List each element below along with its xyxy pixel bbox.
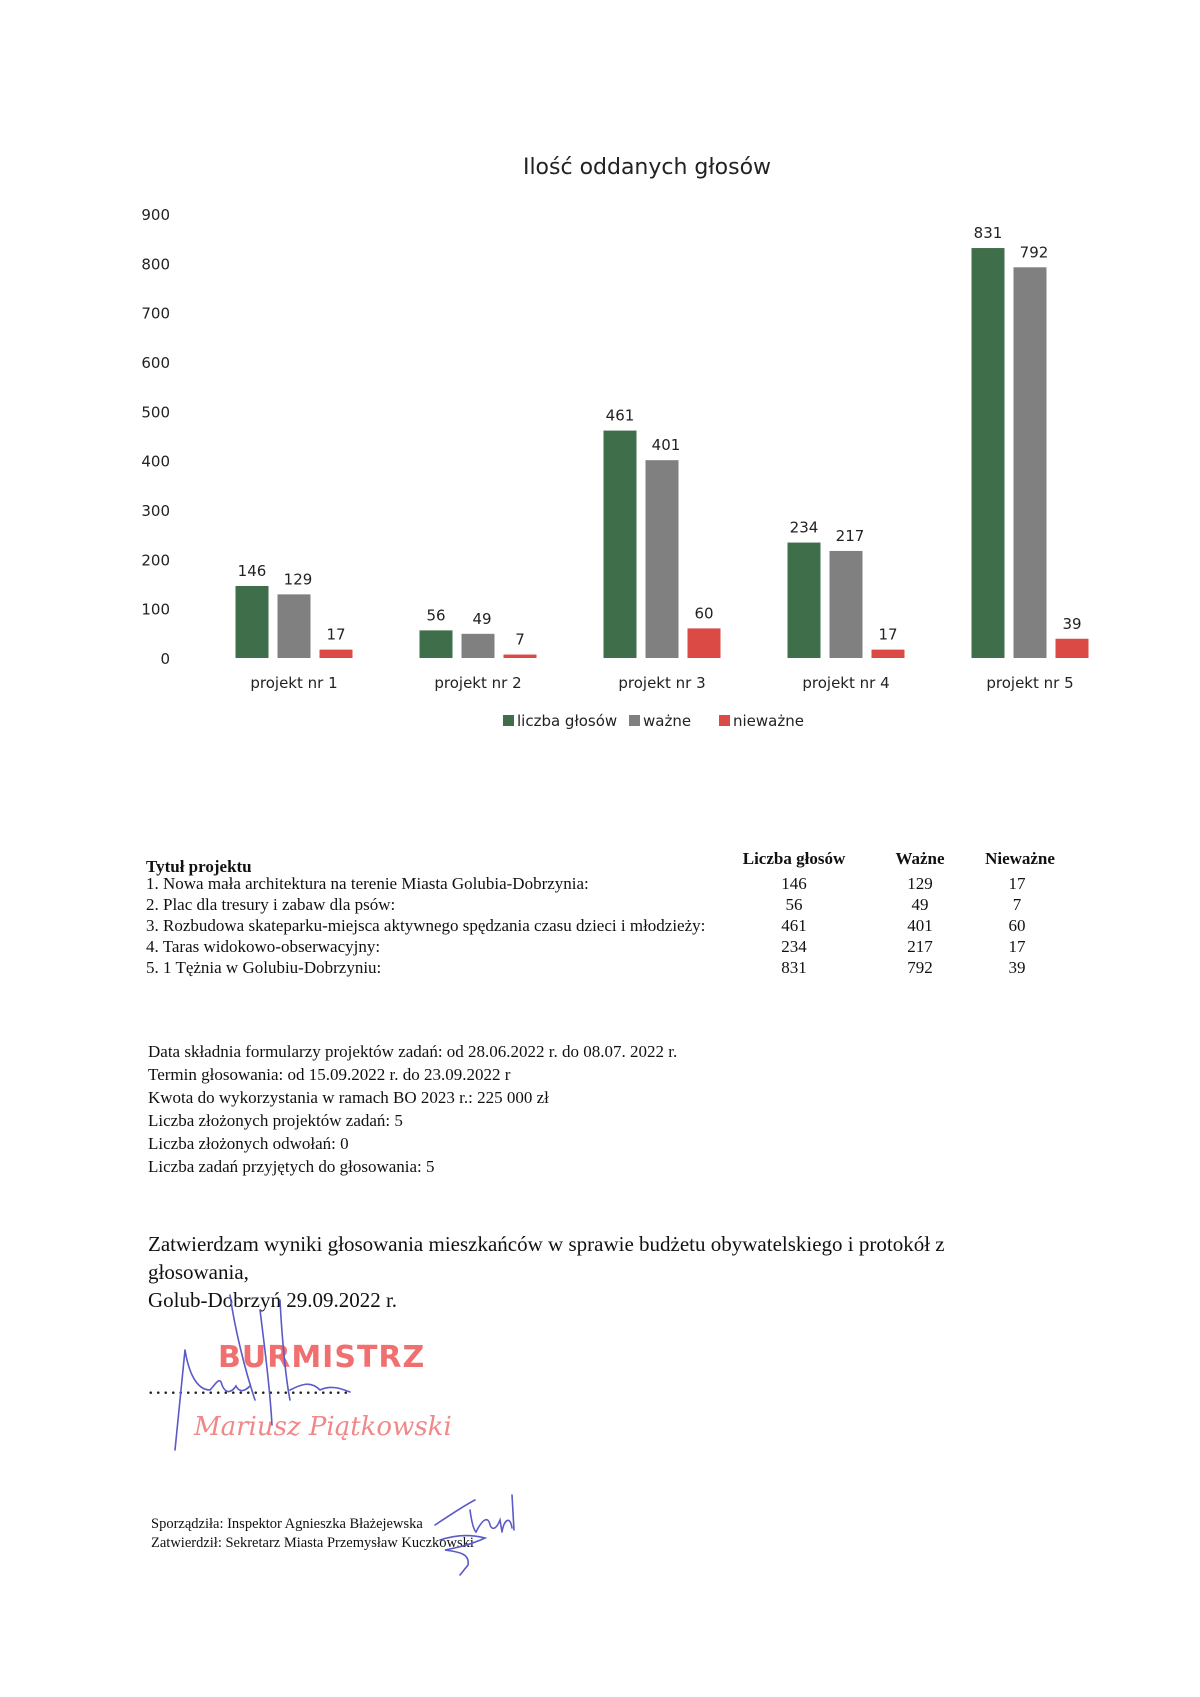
votes-value: 461 bbox=[781, 916, 807, 935]
bar bbox=[504, 655, 537, 658]
mayor-stamp bbox=[148, 1340, 468, 1460]
data-label: 234 bbox=[789, 518, 819, 537]
data-label: 17 bbox=[326, 625, 346, 644]
table-row bbox=[146, 915, 1086, 936]
data-label: 831 bbox=[973, 224, 1003, 243]
legend-label: nieważne bbox=[733, 712, 804, 730]
category-label: projekt nr 4 bbox=[802, 674, 890, 692]
y-tick-label: 800 bbox=[141, 255, 170, 274]
submitted-projects-count: Liczba złożonych projektów zadań: 5 bbox=[148, 1111, 403, 1130]
data-label: 217 bbox=[835, 526, 865, 545]
valid-value: 217 bbox=[907, 937, 933, 956]
table-row bbox=[146, 957, 1086, 978]
document-footer bbox=[151, 1515, 474, 1553]
invalid-value: 60 bbox=[1008, 916, 1026, 935]
bar bbox=[1014, 267, 1047, 658]
y-tick-label: 400 bbox=[141, 452, 170, 471]
legend-label: ważne bbox=[643, 712, 692, 730]
valid-value: 792 bbox=[907, 958, 933, 977]
table-row bbox=[146, 894, 1086, 915]
project-title: 1. Nowa mała architektura na terenie Miasta Golubia-Dobrzynia: bbox=[146, 874, 589, 893]
y-tick-label: 100 bbox=[141, 600, 170, 619]
data-label: 49 bbox=[472, 609, 492, 628]
category-label: projekt nr 1 bbox=[250, 674, 338, 692]
votes-bar-chart bbox=[140, 150, 1150, 750]
chart-title: Ilość oddanych głosów bbox=[522, 155, 772, 180]
bar bbox=[278, 594, 311, 658]
y-tick-label: 200 bbox=[141, 551, 170, 570]
data-label: 792 bbox=[1019, 243, 1049, 262]
stamp-name: Mariusz Piątkowski bbox=[194, 1412, 452, 1442]
approval-text: Zatwierdzam wyniki głosowania mieszkańców w sprawie budżetu obywatelskiego i protokół z głosowania, bbox=[148, 1232, 945, 1284]
bar bbox=[972, 248, 1005, 658]
table-row bbox=[146, 873, 1086, 894]
table-row bbox=[146, 936, 1086, 957]
voting-dates: Termin głosowania: od 15.09.2022 r. do 23.09.2022 r bbox=[148, 1065, 511, 1084]
valid-value: 49 bbox=[911, 895, 929, 914]
signature-line: ........................... bbox=[148, 1374, 351, 1399]
procedure-info bbox=[148, 1040, 677, 1178]
category-label: projekt nr 2 bbox=[434, 674, 522, 692]
legend-swatch bbox=[503, 715, 514, 726]
bar bbox=[688, 628, 721, 658]
approved-by: Zatwierdził: Sekretarz Miasta Przemysław Kuczkowski bbox=[151, 1535, 474, 1551]
data-label: 461 bbox=[605, 406, 635, 425]
bar bbox=[604, 431, 637, 658]
y-tick-label: 500 bbox=[141, 403, 170, 422]
invalid-value: 39 bbox=[1008, 958, 1026, 977]
y-tick-label: 300 bbox=[141, 502, 170, 520]
approval-statement bbox=[148, 1230, 1028, 1314]
y-tick-label: 900 bbox=[141, 206, 170, 224]
bar-group bbox=[236, 562, 353, 692]
data-label: 39 bbox=[1062, 614, 1082, 633]
invalid-value: 17 bbox=[1008, 937, 1026, 956]
invalid-value: 7 bbox=[1012, 895, 1022, 914]
project-title: 5. 1 Tężnia w Golubiu-Dobrzyniu: bbox=[146, 958, 382, 977]
bar bbox=[830, 551, 863, 658]
bar bbox=[1056, 639, 1089, 658]
bar bbox=[788, 543, 821, 658]
legend-swatch bbox=[629, 715, 640, 726]
bar bbox=[872, 650, 905, 658]
invalid-value: 17 bbox=[1008, 874, 1026, 893]
prepared-by: Sporządziła: Inspektor Agnieszka Błażejewska bbox=[151, 1516, 423, 1532]
budget-amount: Kwota do wykorzystania w ramach BO 2023 r.: 225 000 zł bbox=[148, 1088, 549, 1107]
bar bbox=[462, 634, 495, 658]
valid-value: 401 bbox=[907, 916, 933, 935]
project-title: 4. Taras widokowo-obserwacyjny: bbox=[146, 937, 381, 956]
bar-groups bbox=[236, 224, 1089, 692]
submission-dates: Data składnia formularzy projektów zadań: od 28.06.2022 r. do 08.07. 2022 r. bbox=[148, 1042, 678, 1061]
category-label: projekt nr 3 bbox=[618, 674, 706, 692]
stamp-title: BURMISTRZ bbox=[218, 1340, 426, 1375]
y-tick-label: 700 bbox=[141, 304, 170, 323]
data-label: 129 bbox=[283, 570, 313, 589]
y-axis-ticks bbox=[141, 206, 170, 668]
votes-value: 831 bbox=[781, 958, 807, 977]
data-label: 7 bbox=[515, 630, 525, 649]
project-title: 3. Rozbudowa skateparku-miejsca aktywnego spędzania czasu dzieci i młodzieży: bbox=[146, 916, 706, 935]
category-label: projekt nr 5 bbox=[986, 674, 1074, 692]
bar-group bbox=[972, 224, 1089, 692]
data-label: 146 bbox=[237, 561, 267, 580]
header-title: Tytuł projektu bbox=[146, 857, 252, 876]
y-tick-label: 0 bbox=[160, 650, 170, 668]
data-label: 401 bbox=[651, 436, 681, 455]
header-invalid: Nieważne bbox=[985, 849, 1055, 868]
bar bbox=[320, 650, 353, 658]
votes-value: 56 bbox=[785, 895, 803, 914]
bar-group bbox=[420, 606, 537, 692]
project-title: 2. Plac dla tresury i zabaw dla psów: bbox=[146, 895, 396, 914]
votes-value: 234 bbox=[781, 937, 807, 956]
bar bbox=[420, 630, 453, 658]
votes-value: 146 bbox=[781, 874, 807, 893]
bar-group bbox=[604, 407, 721, 692]
valid-value: 129 bbox=[907, 874, 933, 893]
place-date: Golub-Dobrzyń 29.09.2022 r. bbox=[148, 1288, 398, 1312]
legend-label: liczba głosów bbox=[517, 712, 618, 730]
results-header-row bbox=[146, 849, 1086, 876]
y-tick-label: 600 bbox=[141, 354, 170, 372]
bar bbox=[646, 460, 679, 658]
header-votes: Liczba głosów bbox=[742, 849, 846, 868]
legend-item bbox=[629, 712, 691, 730]
appeals-count: Liczba złożonych odwołań: 0 bbox=[148, 1134, 349, 1153]
chart-legend bbox=[503, 712, 804, 730]
data-label: 60 bbox=[694, 604, 714, 623]
header-valid: Ważne bbox=[895, 849, 945, 868]
bar bbox=[236, 586, 269, 658]
data-label: 56 bbox=[426, 606, 446, 625]
legend-item bbox=[719, 712, 804, 730]
data-label: 17 bbox=[878, 625, 898, 644]
legend-item bbox=[503, 712, 617, 730]
legend-swatch bbox=[719, 715, 730, 726]
votes-chart bbox=[140, 150, 1150, 750]
bar-group bbox=[788, 519, 905, 692]
accepted-tasks-count: Liczba zadań przyjętych do głosowania: 5 bbox=[148, 1157, 435, 1176]
results-table bbox=[146, 849, 1086, 978]
